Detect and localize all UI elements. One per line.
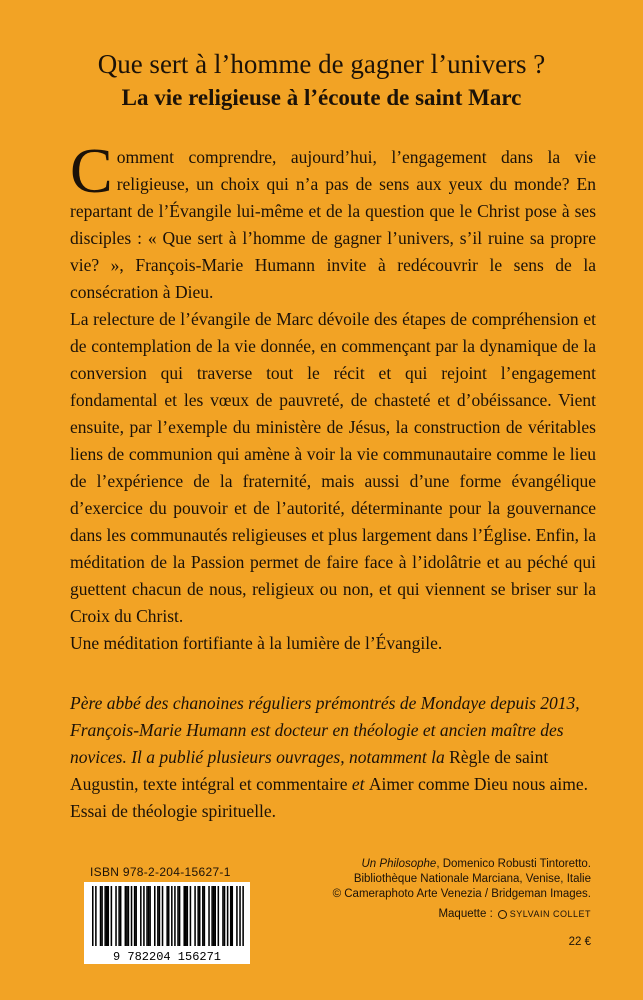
blurb <box>70 135 596 657</box>
designer-logo <box>498 909 591 919</box>
book-subtitle: La vie religieuse à l’écoute de saint Marc <box>121 85 522 110</box>
book-title: Que sert à l’homme de gagner l’univers ? <box>97 49 546 79</box>
blurb-paragraph-1-text: omment comprendre, aujourd’hui, l’engagement dans la vie religieuse, un choix qui n’a pas de sens aux yeux du monde? En repartant de l’Évangile lui-même et de la question que le Christ pose à ses disciples : « Que sert à l’homme de gagner l’univers, s’il ruine sa propre vie? », François-Marie Humann invite à redécouvrir le sens de la consécration à Dieu. <box>70 147 596 302</box>
barcode-bar <box>166 886 168 946</box>
barcode-bar <box>120 886 122 946</box>
dropcap-letter: C <box>70 135 113 206</box>
price: 22 € <box>568 936 591 948</box>
barcode-bar <box>183 886 185 946</box>
barcode-bar <box>239 886 241 946</box>
bio-work-2: Aimer comme Dieu nous aime. Essai de théologie spirituelle. <box>70 774 589 821</box>
blurb-paragraph-3: Une méditation fortifiante à la lumière de l’Évangile. <box>70 633 443 653</box>
barcode-bar <box>149 886 151 946</box>
credit-line-2: Bibliothèque Nationale Marciana, Venise, Italie <box>353 873 591 885</box>
artwork-title: Un Philosophe <box>361 858 437 870</box>
bio-work-1: Règle de saint Augustin, texte intégral et commentaire <box>70 747 549 794</box>
barcode-bar <box>118 886 120 946</box>
barcode <box>84 882 250 964</box>
barcode-bar <box>134 886 136 946</box>
barcode-bar <box>95 886 97 946</box>
barcode-bar <box>159 886 161 946</box>
barcode-bar <box>222 886 224 946</box>
barcode-bar <box>143 886 145 946</box>
barcode-graphic <box>84 882 250 964</box>
barcode-bar <box>101 886 103 946</box>
blurb-paragraph-2: La relecture de l’évangile de Marc dévoile des étapes de compréhension et de contemplation de la vie donnée, en commençant par la dynamique de la conversion qui traverse tout le récit et qui rejoint l’engagement fondamental et les vœux de pauvreté, de chasteté et d’obéissance. Vient ensuite, par l’exemple du ministère de Jésus, la construction de véritables liens de communion qui amène à voir la vie communautaire comme le lieu de l’expérience de la fraternité, mais aussi d’une forme évangélique d’exercice du pouvoir et de l’autorité, déterminante pour la gouvernance dans les communautés religieuses et plus largement dans l’Église. Enfin, la méditation de la Passion permet de faire face à l’idolâtrie et au péché qui guettent chacun de nous, religieux ou non, et qui viennent se briser sur la Croix du Christ. <box>70 309 596 626</box>
barcode-bar <box>115 886 117 946</box>
barcode-bar <box>204 886 206 946</box>
barcode-digits: 9 782204 156271 <box>112 950 222 964</box>
barcode-bar <box>148 886 150 946</box>
barcode-bar <box>154 886 156 946</box>
barcode-bar <box>242 886 244 946</box>
barcode-bar <box>108 886 110 946</box>
bio-text-2: et <box>347 774 369 794</box>
maquette-credit <box>438 908 591 920</box>
barcode-bar <box>157 886 159 946</box>
maquette-label: Maquette : <box>438 908 493 920</box>
barcode-bar <box>214 886 216 946</box>
barcode-bar <box>171 886 173 946</box>
credit-line-3: © Cameraphoto Arte Venezia / Bridgeman Images. <box>332 888 591 900</box>
barcode-bar <box>187 886 189 946</box>
blurb-paragraph-1 <box>70 135 596 306</box>
barcode-bar <box>128 886 130 946</box>
barcode-bar <box>179 886 181 946</box>
barcode-bar <box>177 886 179 946</box>
barcode-bar <box>208 886 210 946</box>
barcode-bar <box>232 886 234 946</box>
author-bio <box>70 690 598 825</box>
bio-text-1: Père abbé des chanoines réguliers prémontrés de Mondaye depuis 2013, François-Marie Humann est docteur en théologie et ancien maître des novices. Il a publié plusieurs ouvrages, notamment la <box>70 693 580 767</box>
logo-circle-icon <box>498 910 507 919</box>
barcode-bar <box>211 886 213 946</box>
credit-line-1-rest: , Domenico Robusti Tintoretto. <box>436 858 591 870</box>
barcode-bar <box>104 886 106 946</box>
image-credits <box>291 857 591 902</box>
barcode-bar <box>162 886 164 946</box>
barcode-bar <box>224 886 226 946</box>
barcode-bar <box>125 886 127 946</box>
barcode-bar <box>100 886 102 946</box>
barcode-bar <box>190 886 192 946</box>
isbn-label: ISBN 978-2-204-15627-1 <box>90 865 231 879</box>
barcode-bar <box>92 886 94 946</box>
barcode-bar <box>126 886 128 946</box>
barcode-bar <box>218 886 220 946</box>
barcode-bar <box>227 886 229 946</box>
barcode-bar <box>174 886 176 946</box>
barcode-bar <box>131 886 133 946</box>
barcode-bar <box>111 886 113 946</box>
barcode-bar <box>236 886 238 946</box>
barcode-bar <box>185 886 187 946</box>
barcode-bar <box>146 886 148 946</box>
barcode-bar <box>106 886 108 946</box>
barcode-bar <box>140 886 142 946</box>
barcode-bar <box>230 886 232 946</box>
designer-name: SYLVAIN COLLET <box>509 909 591 919</box>
barcode-bar <box>199 886 201 946</box>
barcode-bar <box>202 886 204 946</box>
barcode-bar <box>197 886 199 946</box>
barcode-bar <box>213 886 215 946</box>
barcode-bar <box>135 886 137 946</box>
credit-line-1 <box>291 857 591 872</box>
barcode-bar <box>168 886 170 946</box>
barcode-bar <box>194 886 196 946</box>
